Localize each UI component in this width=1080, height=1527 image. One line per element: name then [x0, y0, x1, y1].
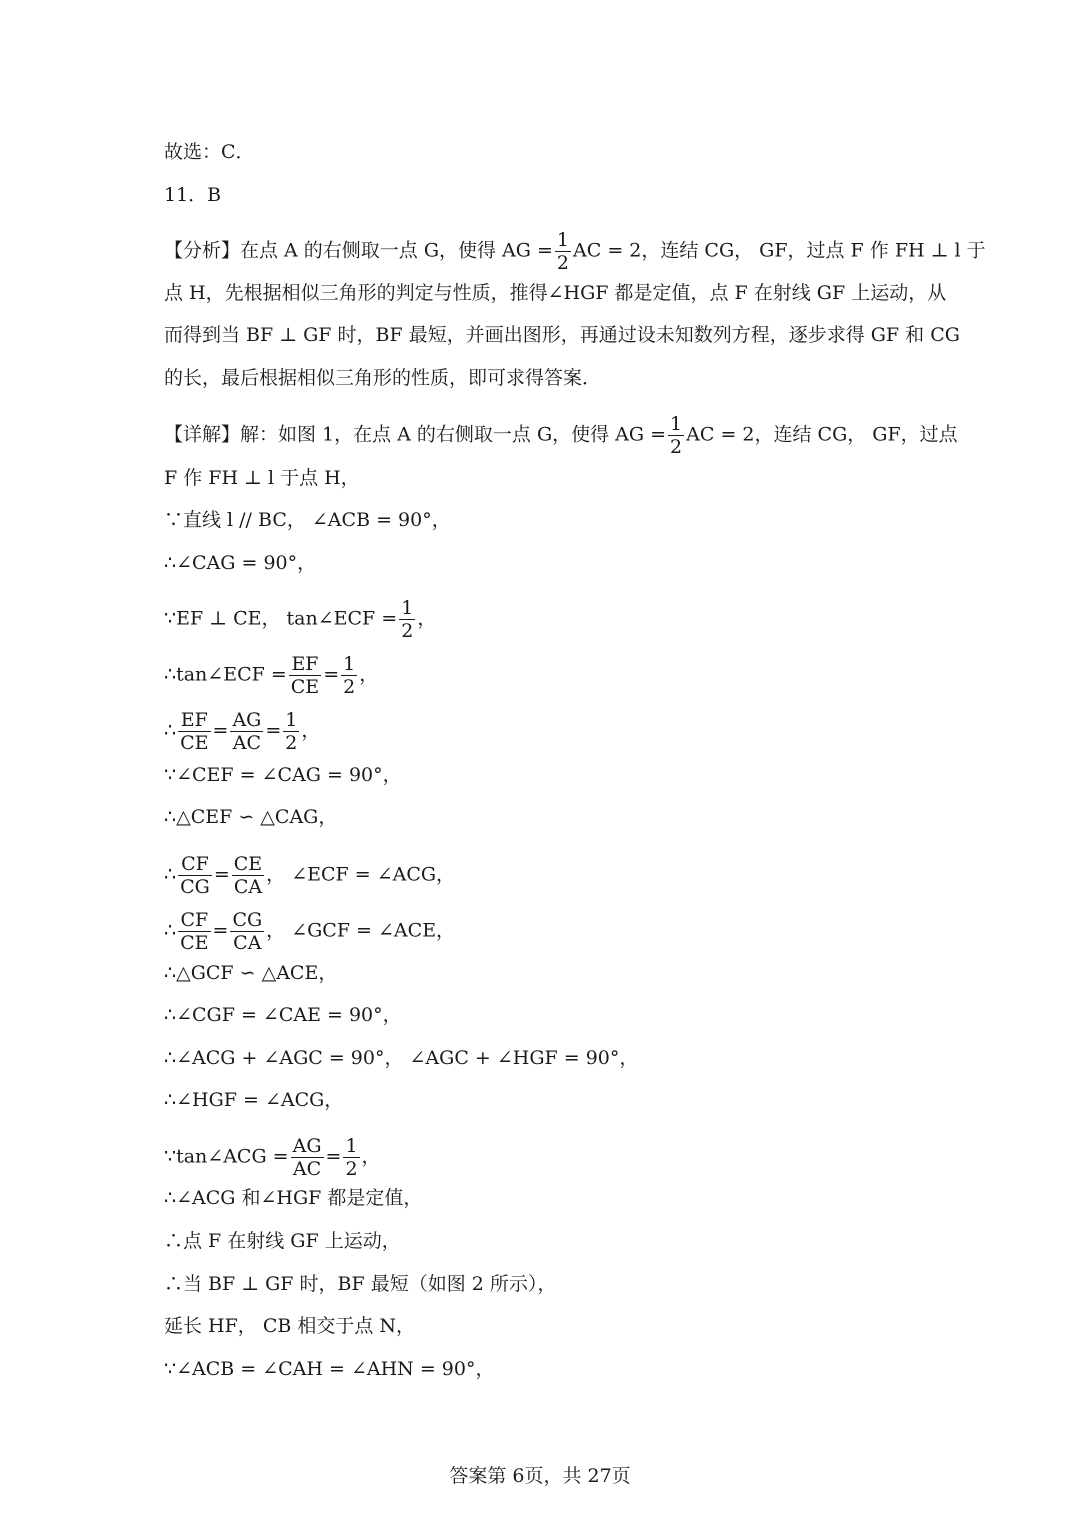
fraction-denominator: AC [292, 1158, 322, 1180]
fraction-numerator: 1 [345, 1135, 358, 1157]
line-step-15: ∴∠ACG 和∠HGF 都是定值， [164, 1187, 423, 1209]
fraction-numerator: EF [289, 653, 321, 676]
line-conclusion: 故选：C． [164, 141, 255, 163]
fraction-half [341, 653, 357, 698]
text-segment: = [212, 919, 229, 942]
fraction-denominator: CA [233, 876, 263, 898]
text-segment: ∵EF ⊥ CE， tan∠ECF = [164, 607, 398, 630]
fraction-ag-ac [291, 1135, 324, 1180]
text-segment: ∴tan∠ECF = [164, 663, 287, 686]
text-segment: ， [301, 719, 321, 742]
fraction-denominator: CE [180, 732, 209, 754]
fraction-numerator: CE [233, 853, 263, 875]
line-step-10: ∴△GCF ∽ △ACE， [164, 962, 338, 984]
text-segment: AC = 2，连结 CG， GF，过点 F 作 FH ⊥ l 于 [573, 239, 986, 262]
fraction-denominator: CG [180, 876, 210, 898]
fraction-cg-ca [230, 909, 264, 954]
line-step-1: ∵直线 l // BC， ∠ACB = 90°， [164, 509, 451, 531]
fraction-denominator: 2 [343, 676, 356, 698]
fraction-numerator: EF [178, 709, 210, 732]
fraction-numerator: AG [232, 709, 262, 731]
line-step-18: 延长 HF， CB 相交于点 N， [164, 1315, 416, 1337]
line-question-number: 11．B [164, 184, 222, 206]
fraction-numerator: CF [178, 909, 210, 932]
line-step-8 [164, 853, 920, 898]
line-analysis-2: 点 H，先根据相似三角形的判定与性质，推得∠HGF 都是定值，点 F 在射线 GF 上运动，从 [164, 282, 947, 304]
text-segment: ， ∠GCF = ∠ACE， [266, 919, 456, 942]
line-analysis-4: 的长，最后根据相似三角形的性质，即可求得答案． [164, 367, 602, 389]
fraction-denominator: AC [232, 732, 262, 754]
line-step-11: ∴∠CGF = ∠CAE = 90°， [164, 1004, 402, 1026]
line-step-5 [164, 709, 920, 754]
fraction-ce-ca [232, 853, 264, 898]
fraction-denominator: 2 [556, 252, 570, 274]
line-step-2: ∴∠CAG = 90°， [164, 552, 317, 574]
line-step-4 [164, 653, 920, 698]
fraction-ag-ac [230, 709, 263, 754]
line-detail-2: F 作 FH ⊥ l 于点 H， [164, 467, 360, 489]
fraction-ef-ce [289, 653, 321, 698]
page-footer: 答案第 6页，共 27页 [449, 1465, 631, 1487]
text-segment: = [213, 863, 230, 886]
line-analysis-3: 而得到当 BF ⊥ GF 时，BF 最短，并画出图形，再通过设未知数列方程，逐步求得 GF 和 CG [164, 324, 960, 346]
fraction-numerator: CG [232, 909, 263, 931]
text-segment: = [325, 1145, 342, 1168]
line-step-7: ∴△CEF ∽ △CAG， [164, 806, 338, 828]
fraction-half [555, 229, 571, 274]
fraction-cf-cg [178, 853, 212, 898]
line-step-12: ∴∠ACG + ∠AGC = 90°， ∠AGC + ∠HGF = 90°， [164, 1047, 639, 1069]
fraction-numerator: 1 [556, 229, 570, 251]
fraction-cf-ce [178, 909, 210, 954]
fraction-denominator: CE [290, 676, 320, 698]
fraction-numerator: 1 [285, 709, 298, 731]
fraction-half [343, 1135, 359, 1180]
text-segment: = [323, 663, 340, 686]
text-segment: AC = 2，连结 CG， GF，过点 [686, 423, 958, 446]
fraction-denominator: CE [180, 932, 209, 954]
fraction-half [668, 413, 684, 458]
line-step-6: ∵∠CEF = ∠CAG = 90°， [164, 764, 402, 786]
text-segment: 【分析】在点 A 的右侧取一点 G，使得 AG = [164, 239, 553, 262]
text-segment: ， [359, 663, 379, 686]
fraction-denominator: CA [233, 932, 262, 954]
line-step-17: ∴当 BF ⊥ GF 时，BF 最短（如图 2 所示）， [164, 1273, 557, 1295]
line-step-14 [164, 1135, 920, 1180]
text-segment: ∴ [164, 719, 177, 742]
line-step-16: ∴点 F 在射线 GF 上运动， [164, 1230, 401, 1252]
fraction-denominator: 2 [401, 620, 414, 642]
line-step-19: ∵∠ACB = ∠CAH = ∠AHN = 90°， [164, 1358, 495, 1380]
fraction-numerator: 1 [343, 653, 356, 675]
text-segment: ∴ [164, 919, 177, 942]
fraction-ef-ce [178, 709, 210, 754]
fraction-half [399, 597, 415, 642]
line-step-3 [164, 597, 920, 642]
fraction-half [283, 709, 299, 754]
fraction-denominator: 2 [670, 436, 683, 458]
text-segment: ∴ [164, 863, 177, 886]
fraction-denominator: 2 [285, 732, 298, 754]
fraction-numerator: AG [292, 1135, 322, 1157]
text-segment: = [212, 719, 229, 742]
text-segment: = [265, 719, 282, 742]
text-segment: ， [361, 1145, 381, 1168]
fraction-numerator: 1 [401, 597, 414, 619]
text-segment: ∵tan∠ACG = [164, 1145, 289, 1168]
line-step-13: ∴∠HGF = ∠ACG， [164, 1089, 344, 1111]
line-detail-1 [164, 413, 958, 458]
text-segment: ， ∠ECF = ∠ACG， [266, 863, 456, 886]
line-step-9 [164, 909, 920, 954]
fraction-numerator: CF [178, 853, 212, 876]
fraction-denominator: 2 [345, 1158, 358, 1180]
text-segment: ， [417, 607, 437, 630]
line-analysis-1 [164, 229, 986, 274]
fraction-numerator: 1 [670, 413, 683, 435]
text-segment: 【详解】解：如图 1，在点 A 的右侧取一点 G，使得 AG = [164, 423, 667, 446]
